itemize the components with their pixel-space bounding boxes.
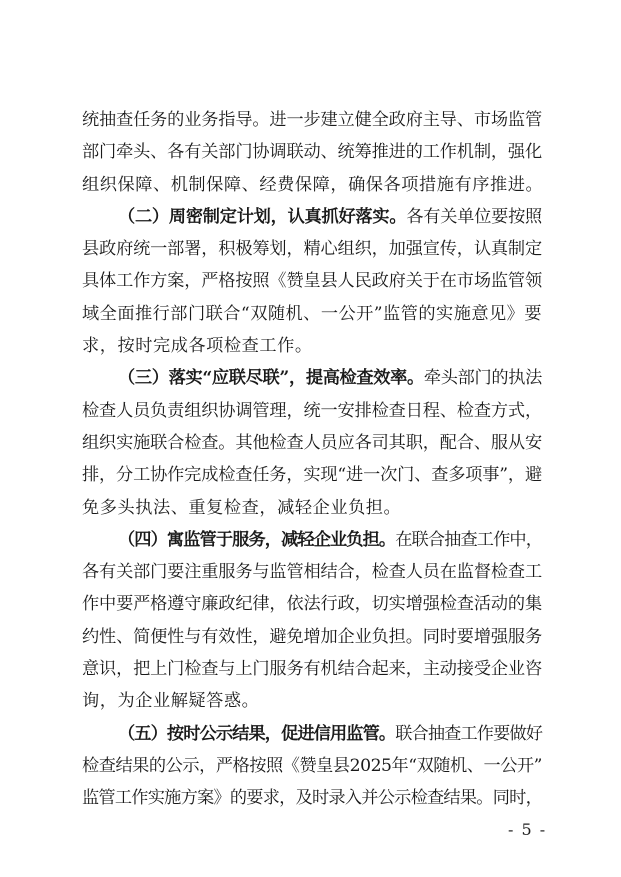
text-line: 县政府统一部署，积极筹划，精心组织，加强宣传，认真制定 [82,239,542,260]
section-heading: （四）寓监管于服务，减轻企业负担。 [118,529,396,550]
text-span: 联合抽查工作要做好 [395,723,543,744]
text-line: 免多头执法、重复检查，减轻企业负担。 [82,497,402,518]
body-text [82,104,542,815]
section-heading: （二）周密制定计划，认真抓好落实。 [118,206,407,227]
text-line: 监管工作实施方案》的要求，及时录入并公示检查结果。同时， [82,788,542,809]
page-number: - 5 - [508,820,547,839]
text-span: 各有关单位要按照 [406,206,542,227]
text-line: 各有关部门要注重服务与监管相结合，检查人员在监督检查工 [82,562,542,583]
text-line: 排，分工协作完成检查任务，实现“进一次门、查多项事”，避 [82,465,542,486]
text-line: 组织保障、机制保障、经费保障，确保各项措施有序推进。 [82,174,544,195]
text-line: 部门牵头、各有关部门协调联动、统筹推进的工作机制，强化 [82,142,542,163]
text-line: 域全面推行部门联合“双随机、一公开”监管的实施意见》要 [82,303,542,324]
paragraph-section-3 [82,362,542,523]
text-line: 具体工作方案，严格按照《赞皇县人民政府关于在市场监管领 [82,271,542,292]
text-line: 统抽查任务的业务指导。进一步建立健全政府主导、市场监管 [82,110,542,130]
text-line [82,718,542,750]
paragraph-section-4 [82,524,542,718]
text-line: 意识，把上门检查与上门服务有机结合起来，主动接受企业咨 [82,659,542,680]
paragraph-section-5 [82,718,542,815]
paragraph-section-2 [82,201,542,362]
section-heading: （三）落实“应联尽联”，提高检查效率。 [118,368,424,389]
text-line: 询，为企业解疑答惑。 [82,691,260,712]
section-heading: （五）按时公示结果，促进信用监管。 [118,723,396,744]
text-line [82,201,542,233]
text-span: 在联合抽查工作中， [395,529,543,550]
text-line: 作中要严格遵守廉政纪律，依法行政，切实增强检查活动的集 [82,594,542,615]
text-line [82,362,542,394]
text-line: 检查结果的公示，严格按照《赞皇县2025年“双随机、一公开” [82,755,542,776]
text-line: 组织实施联合检查。其他检查人员应各司其职，配合、服从安 [82,432,542,453]
text-line [82,524,542,556]
paragraph-continuation [82,104,542,201]
text-line: 求，按时完成各项检查工作。 [82,336,313,357]
text-line: 检查人员负责组织协调管理，统一安排检查日程、检查方式， [82,400,542,421]
text-line: 约性、简便性与有效性，避免增加企业负担。同时要增强服务 [82,626,542,647]
text-span: 牵头部门的执法 [423,368,542,389]
